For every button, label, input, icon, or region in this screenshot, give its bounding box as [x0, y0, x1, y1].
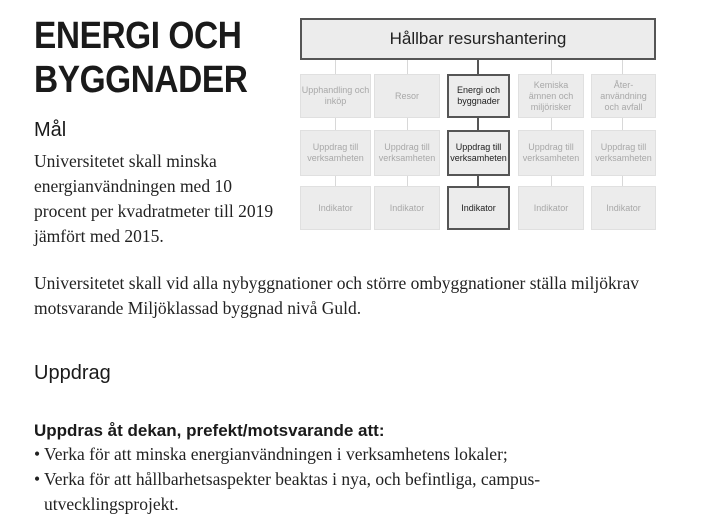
diagram-mission: Uppdrag till verksamheten: [518, 130, 584, 176]
structure-diagram: [300, 18, 656, 230]
connector: [407, 118, 408, 130]
connector: [335, 176, 336, 186]
connector: [335, 60, 336, 74]
connector: [551, 176, 552, 186]
mission-heading: Uppdrag: [34, 362, 111, 384]
connector: [622, 60, 623, 74]
diagram-area-resor: Resor: [374, 74, 440, 118]
goal-heading: Mål: [34, 119, 67, 141]
diagram-mission: Uppdrag till verksamheten: [300, 130, 371, 176]
connector: [407, 60, 408, 74]
connector: [551, 60, 552, 74]
page-title-line-1: ENERGI OCH: [34, 15, 242, 57]
list-item: • Verka för att minska energianvändningen i verksamhetens lokaler;: [34, 442, 634, 467]
connector: [622, 176, 623, 186]
diagram-area-upphandling: Upphandling och inköp: [300, 74, 371, 118]
goal-paragraph-2: Universitetet skall vid alla nybyggnationer och större ombyggnationer ställa miljökrav motsvarande Miljöklassad byggnad nivå Guld.: [34, 273, 640, 318]
goal-paragraph: Universitetet skall minska energianvändningen med 10 procent per kvadratmeter till 2019 jämfört med 2015.: [34, 151, 274, 246]
list-item: • Verka för att hållbarhetsaspekter beaktas i nya, och befintliga, campus-utvecklingsprojekt.: [34, 467, 634, 517]
diagram-indicator-active: Indikator: [447, 186, 510, 230]
diagram-indicator: Indikator: [300, 186, 371, 230]
connector: [477, 60, 479, 74]
diagram-area-ateranvandning: Åter-användning och avfall: [591, 74, 656, 118]
diagram-root: Hållbar resurshantering: [300, 18, 656, 60]
connector: [622, 118, 623, 130]
mission-lead: Uppdras åt dekan, prefekt/motsvarande att:: [34, 421, 385, 440]
mission-list: [34, 442, 634, 517]
diagram-mission-active: Uppdrag till verksamheten: [447, 130, 510, 176]
diagram-indicator: Indikator: [374, 186, 440, 230]
connector: [477, 176, 479, 186]
diagram-mission: Uppdrag till verksamheten: [374, 130, 440, 176]
diagram-mission: Uppdrag till verksamheten: [591, 130, 656, 176]
diagram-indicator: Indikator: [518, 186, 584, 230]
connector: [335, 118, 336, 130]
diagram-area-kemiska: Kemiska ämnen och miljörisker: [518, 74, 584, 118]
page-title: [34, 14, 247, 102]
diagram-area-energi: Energi och byggnader: [447, 74, 510, 118]
page-title-line-2: BYGGNADER: [34, 59, 248, 101]
diagram-indicator: Indikator: [591, 186, 656, 230]
connector: [407, 176, 408, 186]
connector: [551, 118, 552, 130]
connector: [477, 118, 479, 130]
